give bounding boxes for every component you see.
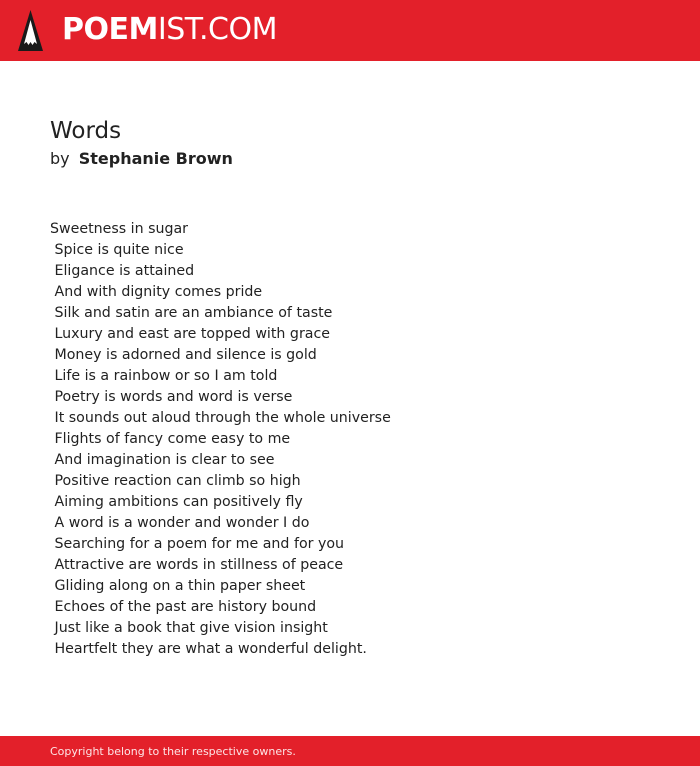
poem-line: Eligance is attained: [50, 263, 195, 279]
poem-line: Silk and satin are an ambiance of taste: [50, 305, 333, 321]
brand-bold-text: POEM: [62, 12, 158, 47]
poem-line: Positive reaction can climb so high: [50, 473, 301, 489]
poem-line: Heartfelt they are what a wonderful delight.: [50, 641, 367, 657]
poem-line: Gliding along on a thin paper sheet: [50, 578, 306, 594]
poem-line: Poetry is words and word is verse: [50, 389, 293, 405]
poem-line: Spice is quite nice: [50, 242, 184, 258]
poem-title: Words: [50, 118, 122, 144]
poem-line: A word is a wonder and wonder I do: [50, 515, 310, 531]
poem-line: Life is a rainbow or so I am told: [50, 368, 278, 384]
poem-line: Just like a book that give vision insight: [50, 620, 328, 636]
site-logo-text[interactable]: [62, 12, 277, 48]
copyright-text: Copyright belong to their respective owners.: [50, 745, 296, 758]
brand-light-text: IST.COM: [157, 12, 277, 47]
poem-line: Attractive are words in stillness of peace: [50, 557, 344, 573]
poem-line: It sounds out aloud through the whole universe: [50, 410, 391, 426]
author-name: Stephanie Brown: [78, 149, 233, 168]
by-label: by: [50, 149, 70, 168]
site-header: [0, 0, 700, 61]
poem-body: [50, 219, 391, 660]
poem-line: Money is adorned and silence is gold: [50, 347, 317, 363]
byline: [50, 148, 233, 170]
poem-line: Sweetness in sugar: [50, 221, 189, 237]
site-footer: [0, 736, 700, 766]
poem-line: Flights of fancy come easy to me: [50, 431, 291, 447]
poem-line: Luxury and east are topped with grace: [50, 326, 330, 342]
poem-line: Searching for a poem for me and for you: [50, 536, 345, 552]
poem-line: Aiming ambitions can positively fly: [50, 494, 303, 510]
pen-nib-icon[interactable]: [17, 9, 44, 52]
poem-line: And imagination is clear to see: [50, 452, 275, 468]
poem-line: Echoes of the past are history bound: [50, 599, 317, 615]
poem-line: And with dignity comes pride: [50, 284, 263, 300]
